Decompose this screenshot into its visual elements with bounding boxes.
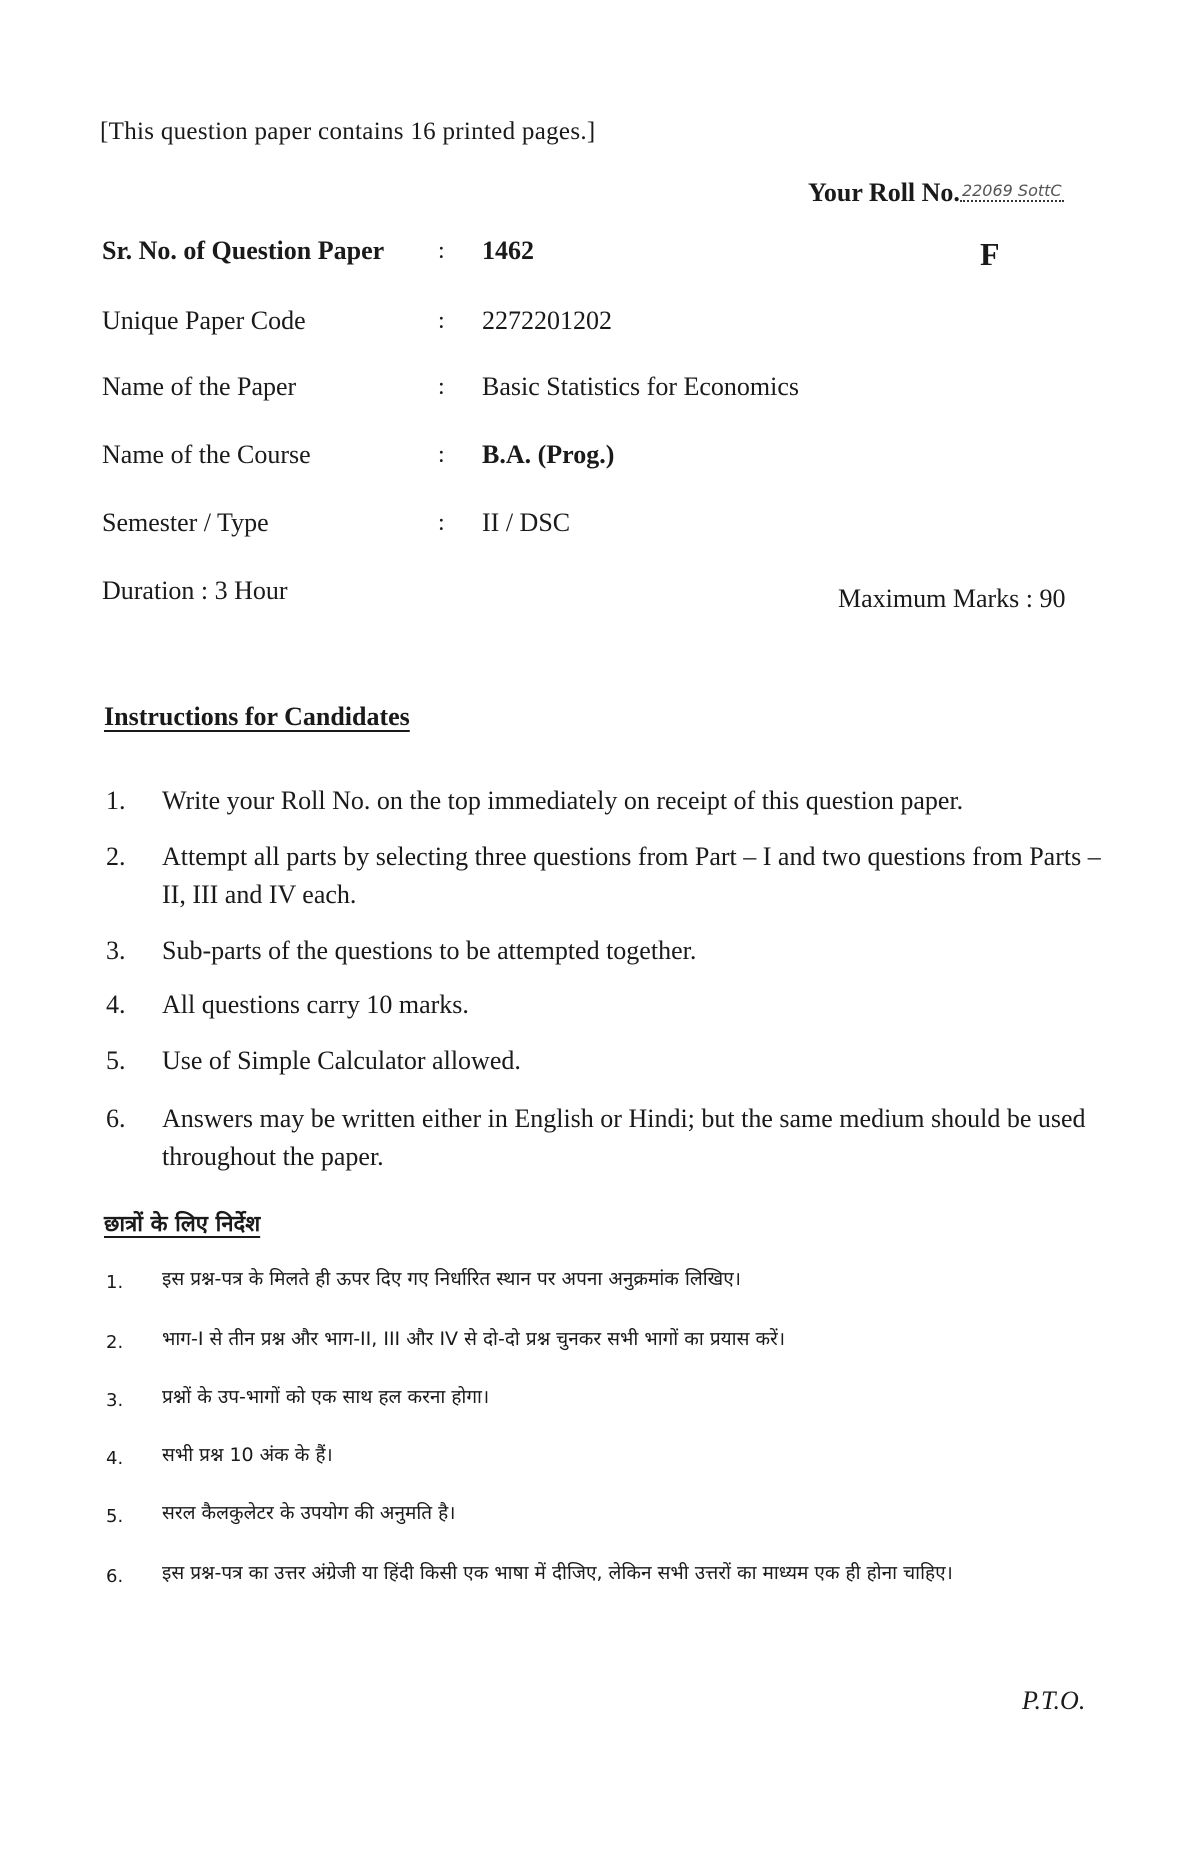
set-letter: F <box>980 236 1000 272</box>
roll-number-handwritten: 22069 SottC <box>961 181 1062 200</box>
pages-note: [This question paper contains 16 printed pages.] <box>100 118 596 145</box>
meta-value-paper-code: 2272201202 <box>482 306 612 335</box>
meta-colon: : <box>438 308 445 334</box>
instruction-number: 6. <box>106 1104 126 1133</box>
meta-colon: : <box>438 442 445 468</box>
hindi-instruction-text: प्रश्नों के उप-भागों को एक साथ हल करना होगा। <box>162 1386 490 1408</box>
hindi-instruction-number: 6. <box>106 1566 124 1587</box>
meta-label-paper-name: Name of the Paper <box>102 372 297 401</box>
hindi-instruction-text: सरल कैलकुलेटर के उपयोग की अनुमति है। <box>162 1502 456 1524</box>
instructions-title: Instructions for Candidates <box>104 702 410 731</box>
hindi-instructions-title: छात्रों के लिए निर्देश <box>104 1212 261 1237</box>
instruction-number: 3. <box>106 936 126 965</box>
meta-value-paper-name: Basic Statistics for Economics <box>482 372 800 401</box>
meta-label-semester: Semester / Type <box>102 508 269 537</box>
instruction-number: 2. <box>106 842 126 871</box>
meta-label-course: Name of the Course <box>102 440 311 469</box>
hindi-instruction-number: 3. <box>106 1390 124 1411</box>
hindi-instruction-number: 4. <box>106 1448 124 1469</box>
instruction-text: All questions carry 10 marks. <box>162 990 469 1019</box>
instruction-text: Sub-parts of the questions to be attempted together. <box>162 936 697 965</box>
meta-colon: : <box>438 510 445 536</box>
roll-number-field <box>808 178 1064 208</box>
meta-colon: : <box>438 374 445 400</box>
instruction-number: 1. <box>106 786 126 815</box>
meta-value-serial: 1462 <box>482 236 534 265</box>
instruction-text: Answers may be written either in English or Hindi; but the same medium should be used throughout the paper. <box>162 1104 1086 1171</box>
instruction-text: Write your Roll No. on the top immediately on receipt of this question paper. <box>162 786 964 815</box>
hindi-instruction-number: 5. <box>106 1506 124 1527</box>
hindi-instruction-number: 2. <box>106 1332 124 1353</box>
meta-colon: : <box>438 238 445 264</box>
pto-mark: P.T.O. <box>1022 1686 1086 1715</box>
instruction-number: 4. <box>106 990 126 1019</box>
hindi-instruction-text: इस प्रश्न-पत्र का उत्तर अंग्रेजी या हिंदी किसी एक भाषा में दीजिए, लेकिन सभी उत्तरों का माध्यम एक ही होना चाहिए। <box>162 1562 953 1584</box>
meta-value-semester: II / DSC <box>482 508 571 537</box>
meta-label-serial: Sr. No. of Question Paper <box>102 236 385 265</box>
hindi-instruction-text: सभी प्रश्न 10 अंक के हैं। <box>162 1444 333 1466</box>
instruction-text: Use of Simple Calculator allowed. <box>162 1046 521 1075</box>
instruction-number: 5. <box>106 1046 126 1075</box>
meta-label-paper-code: Unique Paper Code <box>102 306 306 335</box>
hindi-instruction-number: 1. <box>106 1272 124 1293</box>
instruction-text: Attempt all parts by selecting three questions from Part – I and two questions from Parts – II, III and IV each. <box>162 842 1101 909</box>
meta-value-course: B.A. (Prog.) <box>482 440 615 469</box>
hindi-instruction-text: भाग-I से तीन प्रश्न और भाग-II, III और IV से दो-दो प्रश्न चुनकर सभी भागों का प्रयास करें। <box>162 1328 786 1350</box>
maximum-marks: Maximum Marks : 90 <box>838 584 1066 613</box>
duration: Duration : 3 Hour <box>102 576 288 605</box>
hindi-instruction-text: इस प्रश्न-पत्र के मिलते ही ऊपर दिए गए निर्धारित स्थान पर अपना अनुक्रमांक लिखिए। <box>162 1268 741 1290</box>
roll-number-label: Your Roll No. <box>808 178 960 207</box>
